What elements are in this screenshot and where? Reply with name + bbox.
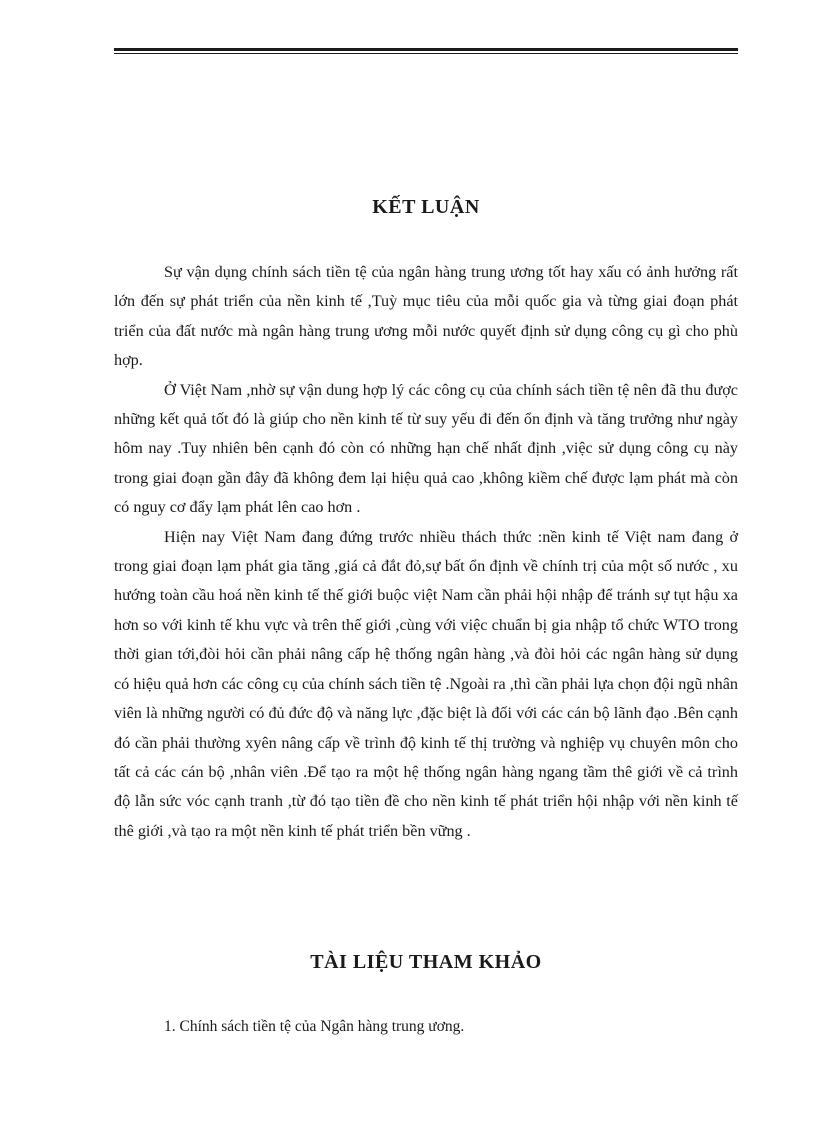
conclusion-paragraph-3: Hiện nay Việt Nam đang đứng trước nhiều thách thức :nền kinh tế Việt nam đang ở trong giai đoạn lạm phát gia tăng ,giá cả đắt đỏ,sự bất ổn định về chính trị của một số nước , xu hướng toàn cầu hoá nền kinh tế thế giới buộc việt Nam cần phải hội nhập để tránh sự tụt hậu xa hơn so với kinh tế khu vực và trên thế giới ,cùng với việc chuẩn bị gia nhập tổ chức WTO trong thời gian tới,đòi hỏi cần phải nâng cấp hệ thống ngân hàng ,và đòi hỏi các ngân hàng sử dụng có hiệu quả hơn các công cụ của chính sách tiền tệ .Ngoài ra ,thì cần phải lựa chọn đội ngũ nhân viên là những người có đủ đức độ và năng lực ,đặc biệt là đối với các cán bộ lãnh đạo .Bên cạnh đó cần phải thường xyên nâng cấp về trình độ kinh tế thị trường và nghiệp vụ chuyên môn cho tất cả các cán bộ ,nhân viên .Để tạo ra một hệ thống ngân hàng ngang tầm thê giới về cả trình độ lẫn sức vóc cạnh tranh ,từ đó tạo tiền đề cho nền kinh tế phát triển hội nhập với nền kinh tế thê giới ,và tạo ra một nền kinh tế phát triển bền vững . [114, 527, 738, 840]
conclusion-body [114, 258, 738, 846]
references-list [164, 1015, 738, 1039]
reference-item-1: 1. Chính sách tiền tệ của Ngân hàng trung ương. [164, 1018, 465, 1035]
header-rule-thick-line [114, 48, 738, 51]
header-rule-thin-line [114, 53, 738, 54]
conclusion-heading: KẾT LUẬN [372, 196, 480, 218]
header-rule [114, 48, 738, 54]
conclusion-paragraph-1: Sự vận dụng chính sách tiền tệ của ngân hàng trung ương tốt hay xấu có ảnh hưởng rất lớn đến sự phát triển của nền kinh tế ,Tuỳ mục tiêu của mỗi quốc gia và từng giai đoạn phát triển của đất nước mà ngân hàng trung ương mỗi nước quyết định sử dụng công cụ gì cho phù hợp. [114, 263, 738, 370]
references-heading: TÀI LIỆU THAM KHẢO [310, 951, 542, 973]
conclusion-paragraph-2: Ở Việt Nam ,nhờ sự vận dung hợp lý các công cụ của chính sách tiền tệ nên đã thu được những kết quả tốt đó là giúp cho nền kinh tế từ suy yếu đi đến ổn định và tăng trưởng như ngày hôm nay .Tuy nhiên bên cạnh đó còn có những hạn chế nhất định ,việc sử dụng công cụ này trong giai đoạn gần đây đã không đem lại hiệu quả cao ,không kiềm chế được lạm phát mà còn có nguy cơ đẩy lạm phát lên cao hơn . [114, 380, 738, 517]
